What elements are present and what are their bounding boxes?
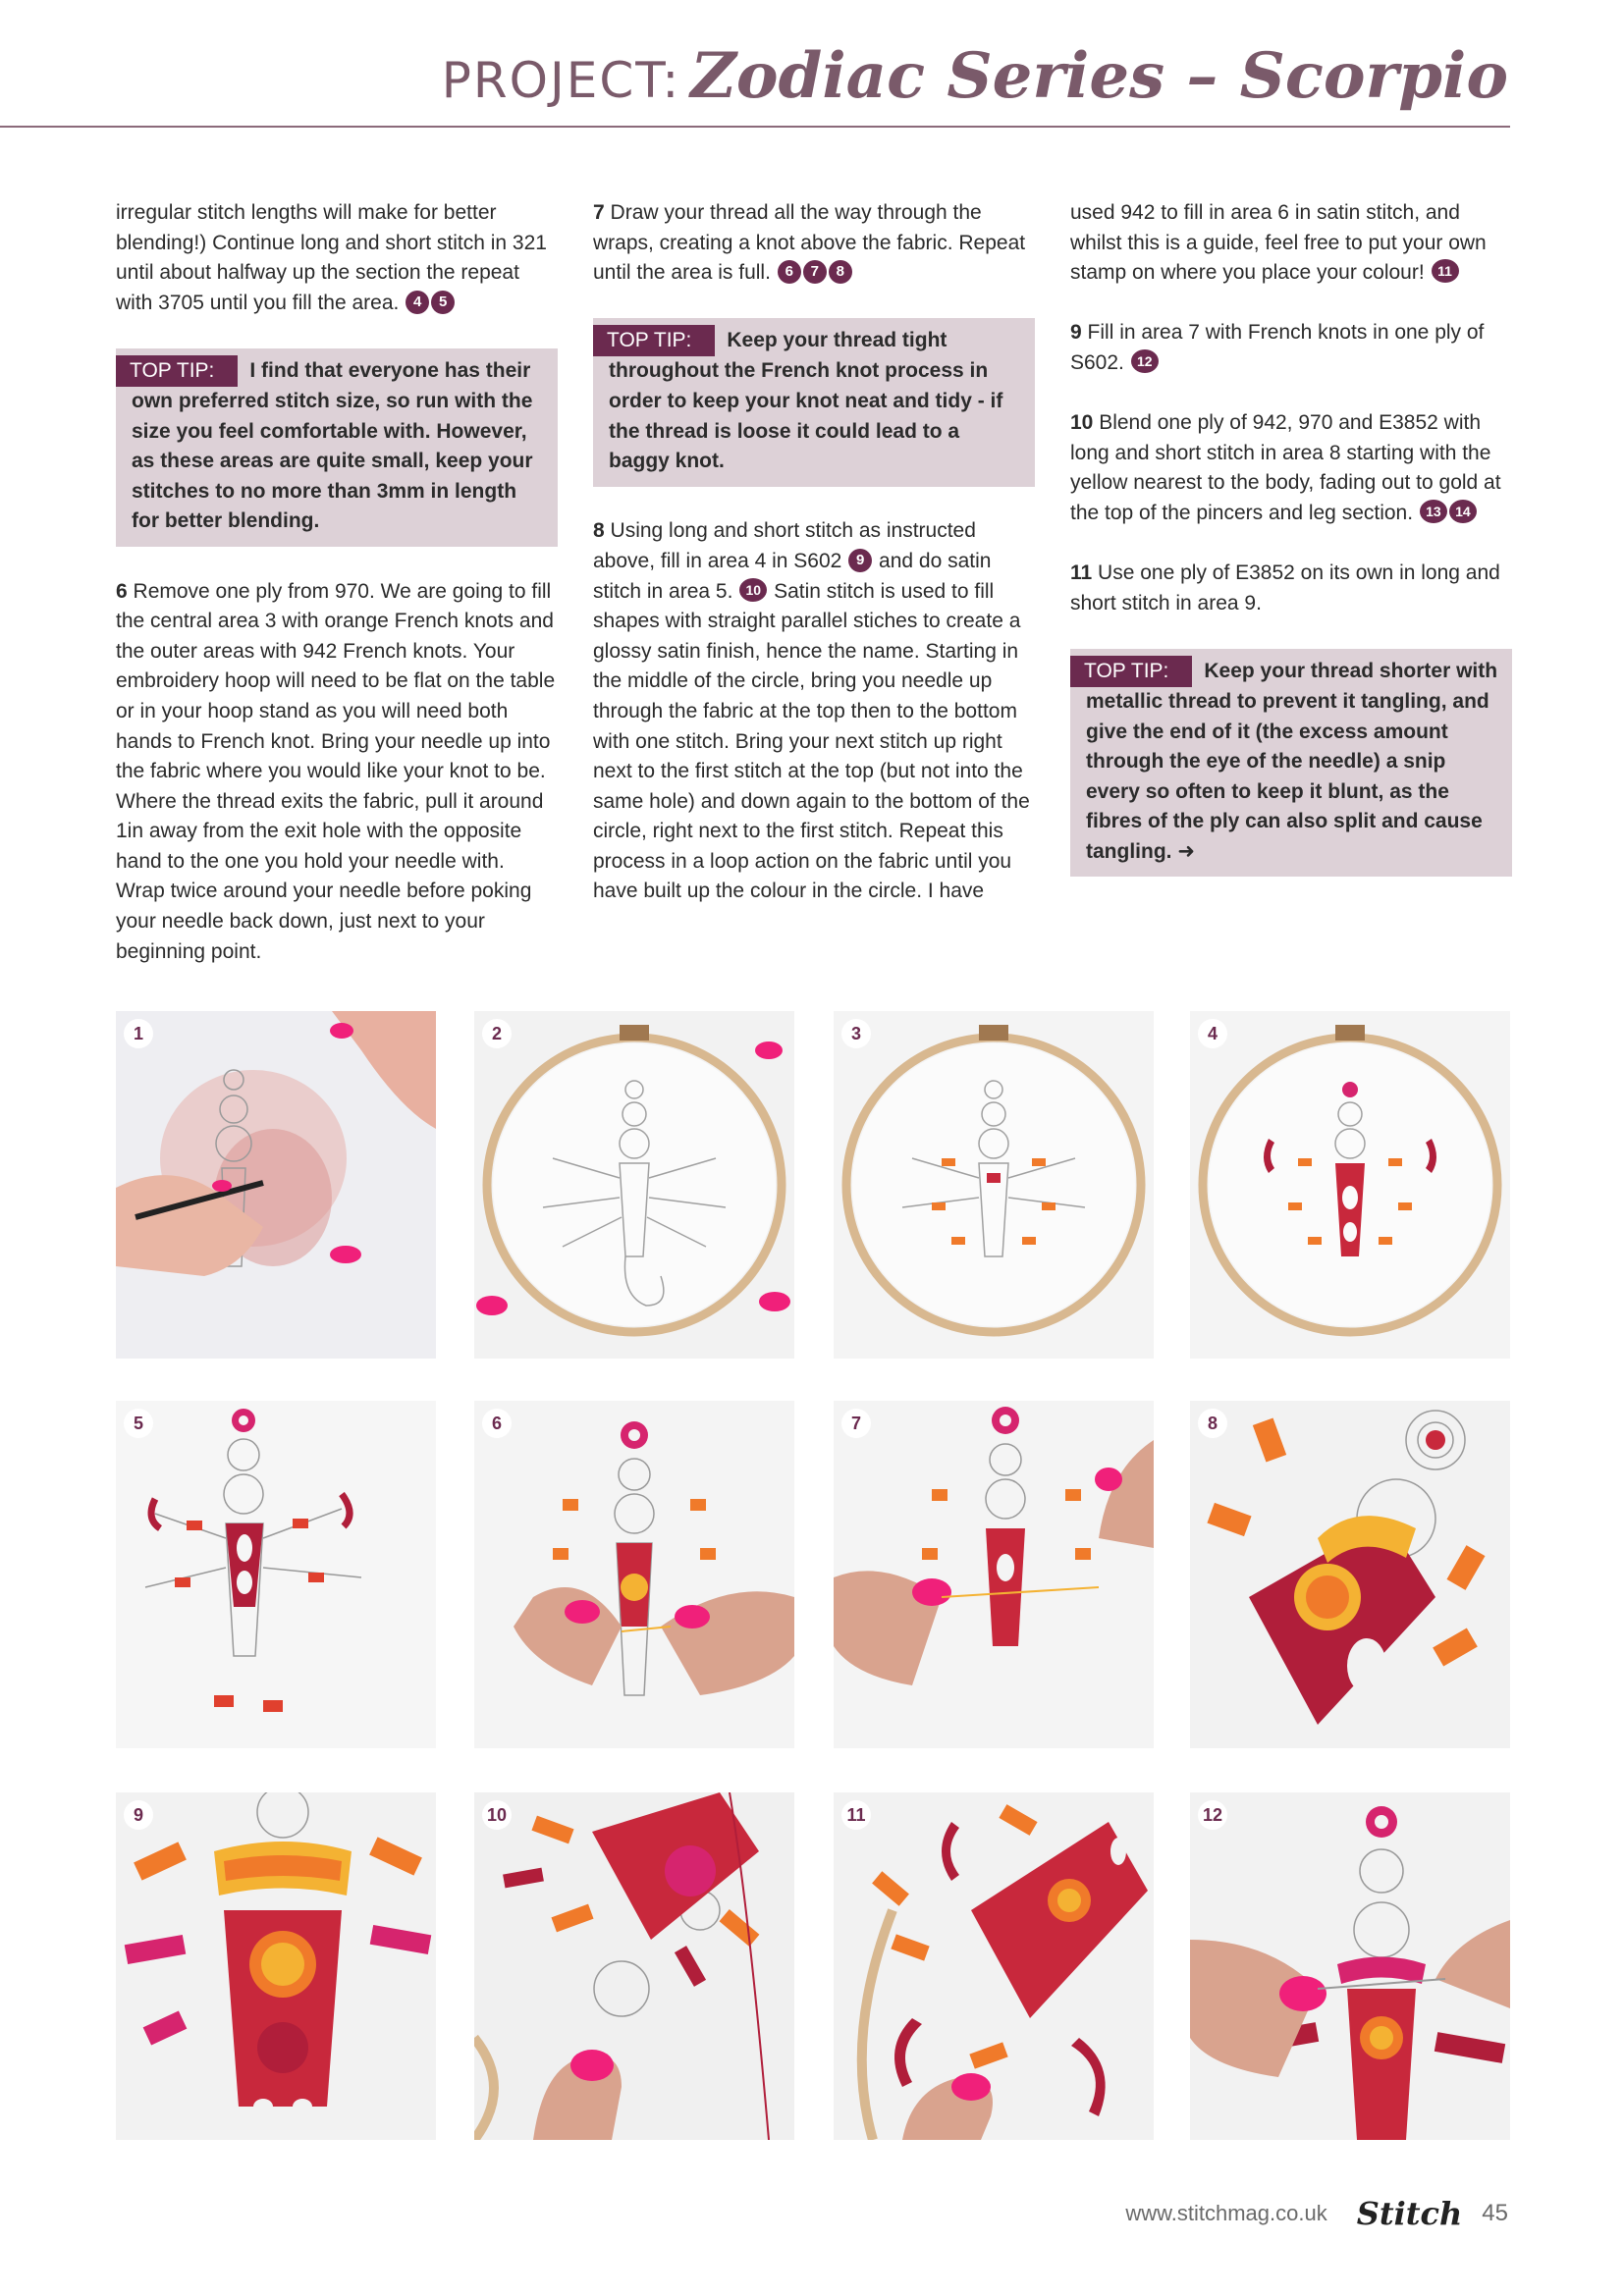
text-column-3: [1070, 198, 1512, 907]
step-photo-6: [474, 1401, 794, 1748]
photo-number: 5: [124, 1409, 153, 1438]
step-text: Fill in area 7 with French knots in one ply of S602.: [1070, 321, 1485, 374]
photo-number: 7: [841, 1409, 871, 1438]
header-title-group: [442, 39, 1508, 113]
photo-image: [834, 1011, 1154, 1359]
photo-ref-badge: 10: [739, 578, 767, 602]
photo-number: 12: [1198, 1800, 1227, 1830]
step-text: Remove one ply from 970. We are going to fill the central area 3 with orange French knots and the outer areas with 942 French knots. Your embroidery hoop will need to be flat on the table or in your hoop stand as you will need both hands to French knot. Bring your needle up into the fabric where you would like your knot to be. Where the thread exits the fabric, pull it around 1in away from the exit hole with the opposite hand to the one you hold your needle with. Wrap twice around your needle before poking your needle back down, just next to your beginning point.: [116, 579, 556, 963]
photo-ref-badge: 4: [406, 291, 429, 314]
step-photo-10: [474, 1792, 794, 2140]
photo-ref-badge: 13: [1420, 500, 1447, 523]
header-title: Zodiac Series – Scorpio: [690, 39, 1508, 113]
photo-image: [474, 1792, 794, 2140]
step-photo-7: [834, 1401, 1154, 1748]
step-text: Satin stitch is used to fill shapes with straight parallel stiches to create a glossy satin finish, hence the name. Starting in the middle of the circle, bring you needle up through the fabric at the top then to the bottom with one stitch. Bring your next stitch up right next to the first stitch at the top (but not into the same hole) and down again to the bottom of the circle, right next to the first stitch. Repeat this process in a loop action on the fabric until you have built up the colour in the circle. I have: [593, 579, 1030, 903]
step-photo-9: [116, 1792, 436, 2140]
top-tip-label: TOP TIP:: [1070, 656, 1192, 687]
photo-ref-badge: 7: [803, 260, 827, 284]
top-tip-text: Keep your thread tight throughout the French knot process in order to keep your knot neat and tidy - if the thread is loose it could lead to a baggy knot.: [609, 329, 1003, 473]
top-tip-box: [116, 348, 558, 547]
photo-ref-badge: 5: [431, 291, 455, 314]
top-tip-box: [593, 318, 1035, 486]
step-text: Draw your thread all the way through the wraps, creating a knot above the fabric. Repeat until the area is full.: [593, 201, 1026, 285]
photo-ref-badge: 6: [778, 260, 801, 284]
photo-image: [1190, 1792, 1510, 2140]
step-photo-8: [1190, 1401, 1510, 1748]
photo-image: [116, 1011, 436, 1359]
step-10: [1070, 408, 1512, 528]
photo-image: [834, 1401, 1154, 1748]
photo-ref-badge: 9: [848, 549, 872, 572]
footer-website-link[interactable]: www.stitchmag.co.uk: [1125, 2201, 1327, 2225]
top-tip-box: [1070, 649, 1512, 878]
photo-number: 8: [1198, 1409, 1227, 1438]
step-text: and do satin stitch in area 5.: [593, 549, 992, 603]
step-text: Blend one ply of 942, 970 and E3852 with long and short stitch in area 8 starting with the yellow nearest to the body, fading out to gold at the top of the pincers and leg section.: [1070, 411, 1501, 524]
continue-arrow-icon: ➜: [1177, 839, 1195, 863]
footer-brand-logo: Stitch: [1356, 2195, 1463, 2232]
step-8: [593, 516, 1035, 907]
text-column-2: [593, 198, 1035, 937]
photo-ref-badge: 11: [1432, 259, 1459, 283]
top-tip-text: Keep your thread shorter with metallic thread to prevent it tangling, and give the end of it (the excess amount through the eye of the needle) a snip every so often to keep it blunt, as the fibres of the ply can also split and cause tangling.: [1086, 659, 1498, 863]
photo-number: 6: [482, 1409, 512, 1438]
photo-number: 9: [124, 1800, 153, 1830]
step-photo-1: [116, 1011, 436, 1359]
step-number: 6: [116, 579, 128, 603]
photo-ref-badge: 14: [1449, 500, 1477, 523]
photo-image: [1190, 1011, 1510, 1359]
step-6: [116, 577, 558, 968]
top-tip-label: TOP TIP:: [116, 355, 238, 387]
photo-number: 10: [482, 1800, 512, 1830]
step-11: [1070, 559, 1512, 618]
step-text: Using long and short stitch as instructed above, fill in area 4 in S602: [593, 519, 976, 572]
photo-ref-badge: 12: [1131, 349, 1159, 373]
photo-number: 3: [841, 1019, 871, 1048]
text-column-1: [116, 198, 558, 997]
step-7: [593, 198, 1035, 289]
step-text: Use one ply of E3852 on its own in long and short stitch in area 9.: [1070, 561, 1500, 614]
paragraph-continuation: [1070, 198, 1512, 289]
header-rule: [0, 126, 1510, 128]
photo-image: [116, 1792, 436, 2140]
photo-number: 1: [124, 1019, 153, 1048]
photo-image: [834, 1792, 1154, 2140]
paragraph-text: used 942 to fill in area 6 in satin stitch, and whilst this is a guide, feel free to put your own stamp on where you place your colour!: [1070, 201, 1487, 285]
photo-number: 11: [841, 1800, 871, 1830]
photo-image: [474, 1011, 794, 1359]
step-number: 9: [1070, 321, 1082, 345]
header-label: PROJECT:: [441, 52, 681, 109]
top-tip-label: TOP TIP:: [593, 325, 715, 356]
step-number: 11: [1070, 561, 1093, 585]
photo-image: [116, 1401, 436, 1748]
step-number: 10: [1070, 411, 1094, 435]
top-tip-text: I find that everyone has their own preferred stitch size, so run with the size you feel comfortable with. However, as these areas are quite small, keep your stitches to no more than 3mm in length for better blending.: [132, 358, 533, 533]
photo-number: 2: [482, 1019, 512, 1048]
photo-number: 4: [1198, 1019, 1227, 1048]
page-header: [0, 0, 1624, 128]
step-photo-12: [1190, 1792, 1510, 2140]
step-number: 7: [593, 201, 605, 224]
photo-ref-badge: 8: [829, 260, 852, 284]
paragraph-text: irregular stitch lengths will make for better blending!) Continue long and short stitch in 321 until about halfway up the section the repeat with 3705 until you fill the area.: [116, 201, 547, 314]
page-number: 45: [1482, 2200, 1508, 2226]
step-number: 8: [593, 519, 605, 543]
step-photo-3: [834, 1011, 1154, 1359]
photo-image: [1190, 1401, 1510, 1748]
step-9: [1070, 318, 1512, 378]
page-footer: [1125, 2195, 1508, 2232]
step-photo-4: [1190, 1011, 1510, 1359]
paragraph-continuation: [116, 198, 558, 318]
step-photo-5: [116, 1401, 436, 1748]
step-photo-11: [834, 1792, 1154, 2140]
step-photo-2: [474, 1011, 794, 1359]
photo-image: [474, 1401, 794, 1748]
